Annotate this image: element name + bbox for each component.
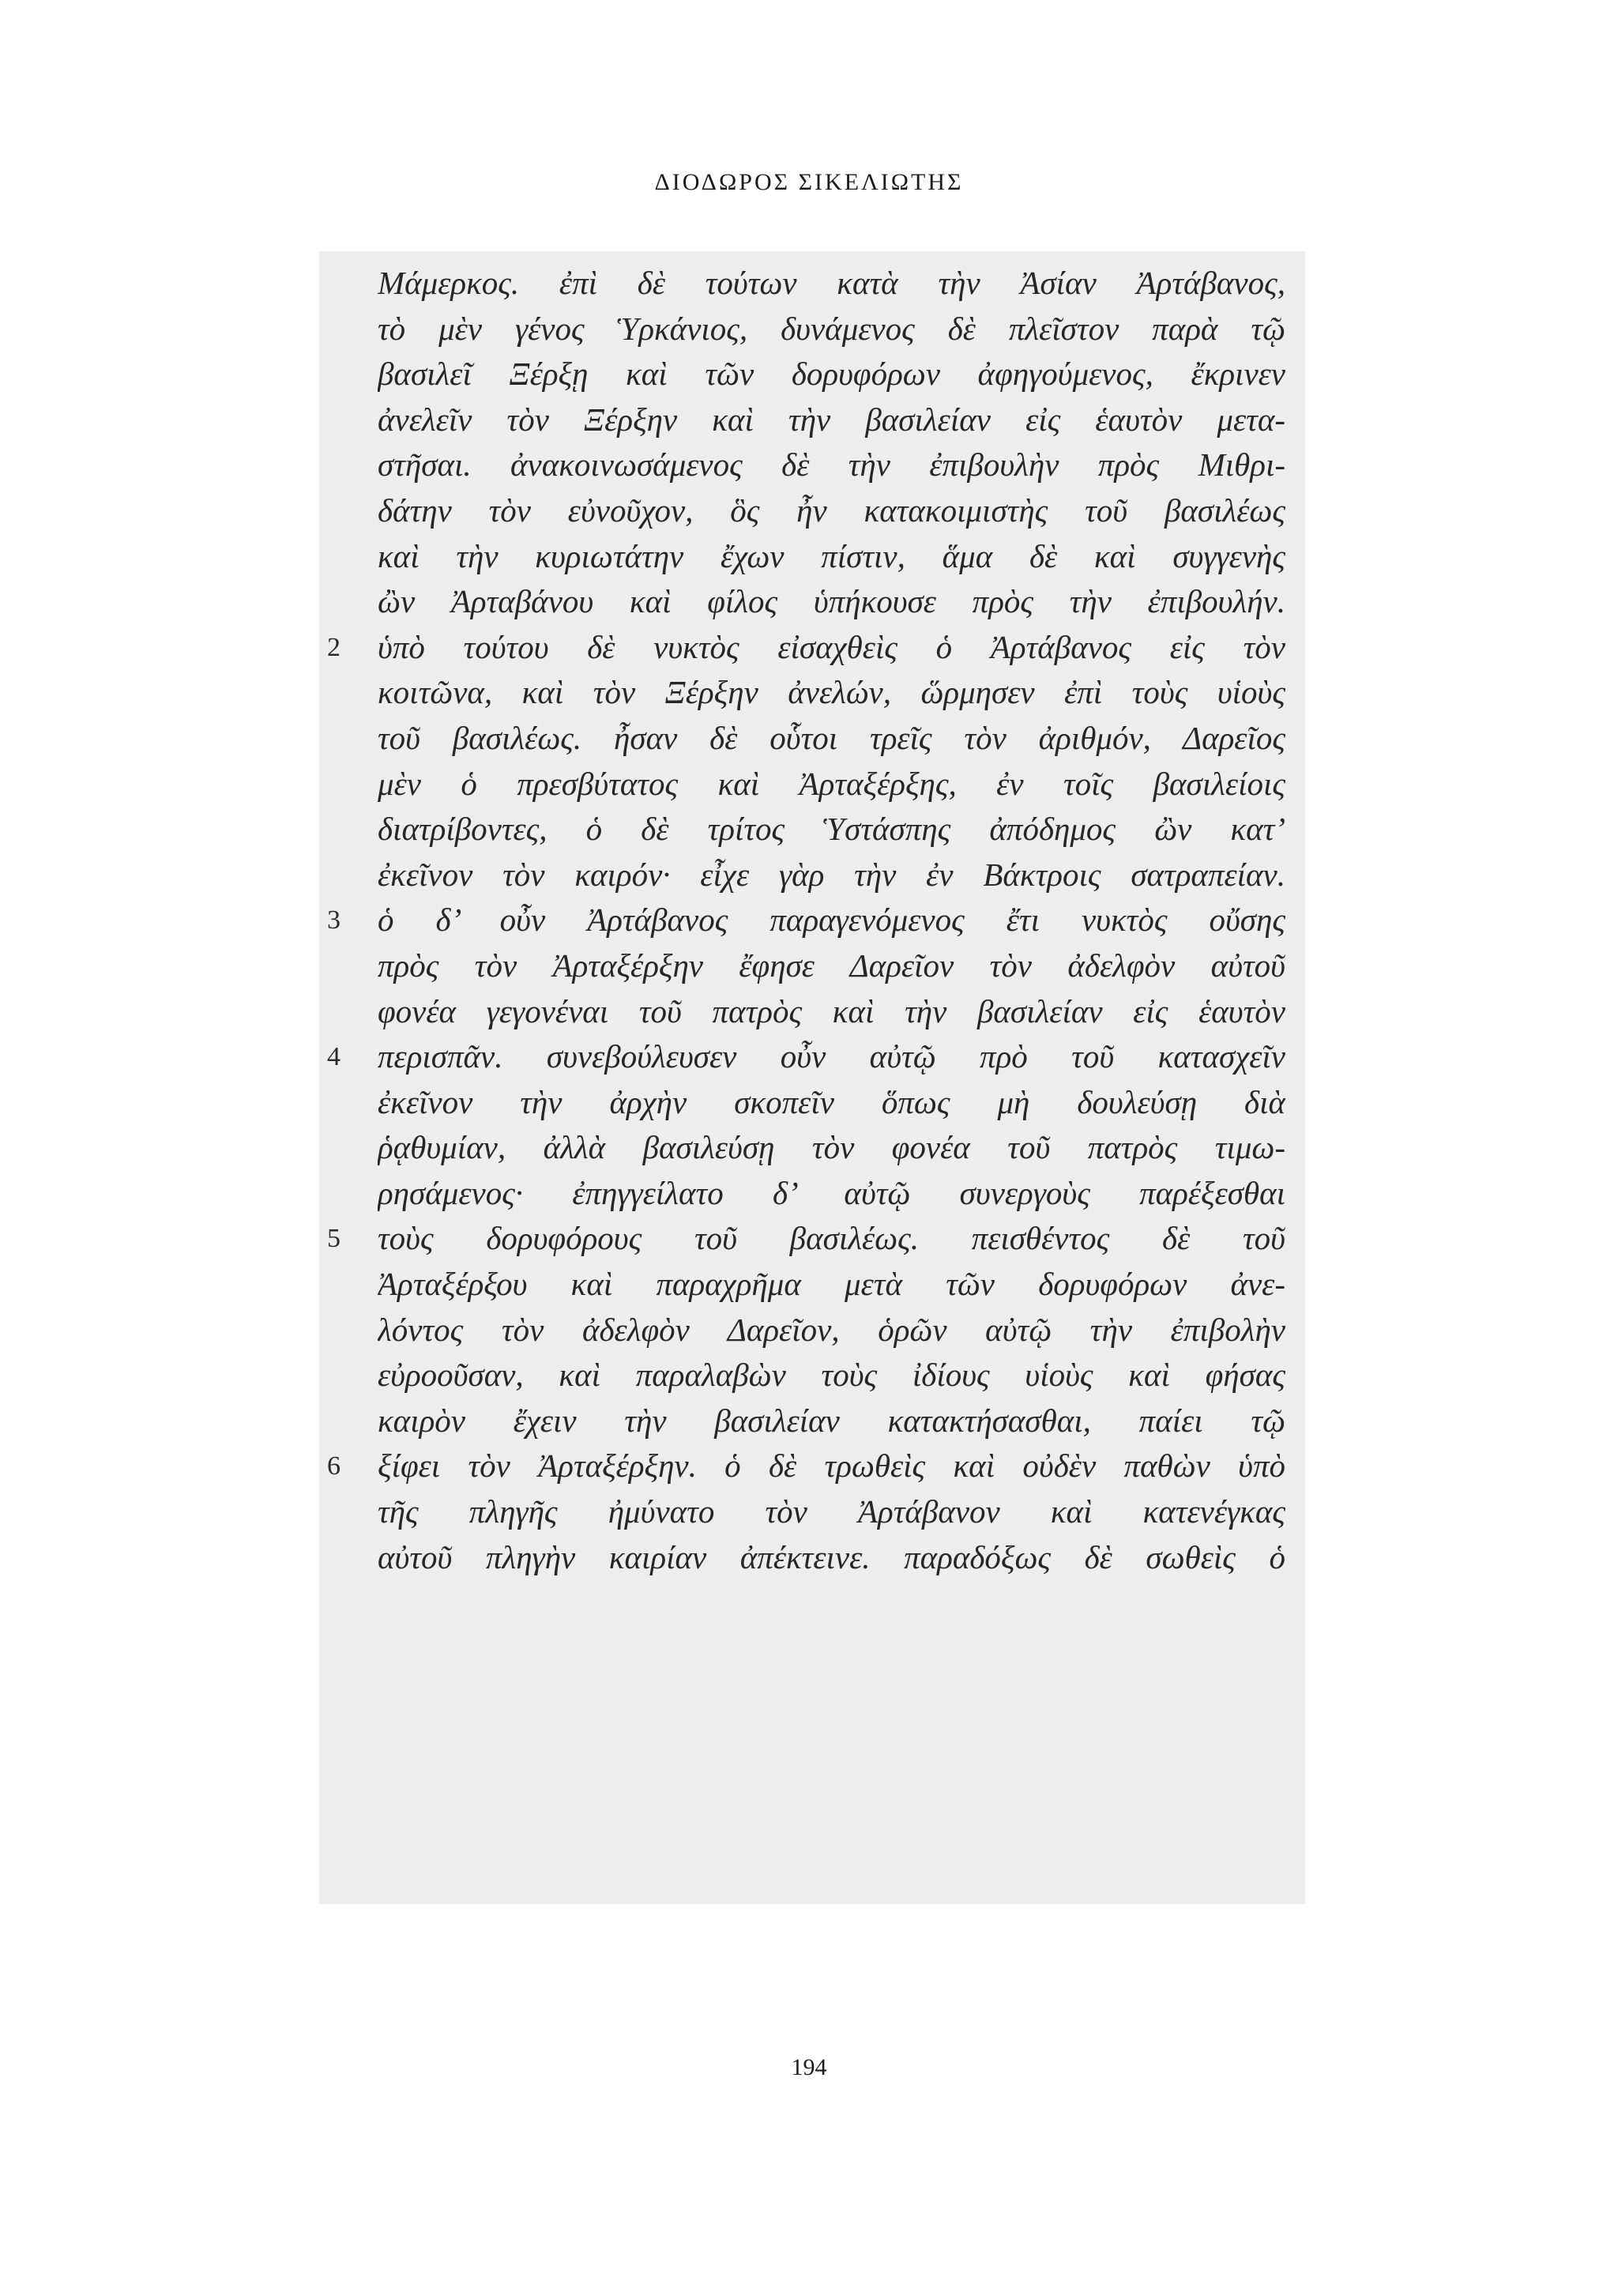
text-line xyxy=(0,1262,1618,1308)
text-line xyxy=(0,1443,1618,1489)
page-number: 194 xyxy=(791,2054,827,2080)
line-text: ἐκεῖνον τὴν ἀρχὴν σκοπεῖν ὅπως μὴ δουλεύσῃ διὰ xyxy=(378,1083,1285,1120)
text-line xyxy=(0,397,1618,443)
text-line xyxy=(0,261,1618,307)
text-line xyxy=(0,1353,1618,1398)
line-text: εὐροοῦσαν, καὶ παραλαβὼν τοὺς ἰδίους υἱοὺς καὶ φήσας xyxy=(378,1357,1285,1394)
line-text: ἀνελεῖν τὸν Ξέρξην καὶ τὴν βασιλείαν εἰς ἑαυτὸν μετα- xyxy=(378,401,1285,438)
line-text: πρὸς τὸν Ἀρταξέρξην ἔφησε Δαρεῖον τὸν ἀδελφὸν αὐτοῦ xyxy=(378,947,1285,984)
line-text: τοῦ βασιλέως. ἦσαν δὲ οὗτοι τρεῖς τὸν ἀριθμόν, Δαρεῖος xyxy=(378,719,1285,756)
text-line xyxy=(0,943,1618,989)
line-text: ὢν Ἀρταβάνου καὶ φίλος ὑπήκουσε πρὸς τὴν ἐπιβουλήν. xyxy=(378,583,1285,620)
line-text: ῥᾳθυμίαν, ἀλλὰ βασιλεύσῃ τὸν φονέα τοῦ πατρὸς τιμω- xyxy=(378,1129,1285,1166)
text-line xyxy=(0,1080,1618,1126)
text-line xyxy=(0,442,1618,488)
text-line xyxy=(0,716,1618,762)
line-text: τῆς πληγῆς ἠμύνατο τὸν Ἀρτάβανον καὶ κατενέγκας xyxy=(378,1493,1285,1530)
text-line xyxy=(0,1125,1618,1171)
line-text: ὑπὸ τούτου δὲ νυκτὸς εἰσαχθεὶς ὁ Ἀρτάβανος εἰς τὸν xyxy=(378,628,1285,665)
text-line xyxy=(0,1398,1618,1444)
text-line xyxy=(0,898,1618,943)
line-text: διατρίβοντες, ὁ δὲ τρίτος Ὑστάσπης ἀπόδημος ὢν κατ’ xyxy=(378,811,1285,848)
line-text: βασιλεῖ Ξέρξῃ καὶ τῶν δορυφόρων ἀφηγούμενος, ἔκρινεν xyxy=(378,356,1285,393)
line-text: δάτην τὸν εὐνοῦχον, ὃς ἦν κατακοιμιστὴς τοῦ βασιλέως xyxy=(378,491,1285,529)
text-line xyxy=(0,534,1618,580)
text-line xyxy=(0,579,1618,625)
line-text: ρησάμενος· ἐπηγγείλατο δ’ αὐτῷ συνεργοὺς παρέξεσθαι xyxy=(378,1174,1285,1211)
line-text: ξίφει τὸν Ἀρταξέρξην. ὁ δὲ τρωθεὶς καὶ οὐδὲν παθὼν ὑπὸ xyxy=(378,1447,1285,1485)
line-text: στῆσαι. ἀνακοινωσάμενος δὲ τὴν ἐπιβουλὴν πρὸς Μιθρι- xyxy=(378,446,1285,484)
text-line xyxy=(0,1308,1618,1353)
line-text: φονέα γεγονέναι τοῦ πατρὸς καὶ τὴν βασιλείαν εἰς ἑαυτὸν xyxy=(378,992,1285,1029)
text-line xyxy=(0,1489,1618,1535)
section-number: 6 xyxy=(327,1451,341,1481)
text-line xyxy=(0,1171,1618,1217)
section-number: 4 xyxy=(327,1042,341,1072)
text-line xyxy=(0,989,1618,1035)
text-line xyxy=(0,1535,1618,1581)
line-text: ὁ δ’ οὖν Ἀρτάβανος παραγενόμενος ἔτι νυκτὸς οὔσης xyxy=(378,901,1285,939)
line-text: αὐτοῦ πληγὴν καιρίαν ἀπέκτεινε. παραδόξως δὲ σωθεὶς ὁ xyxy=(378,1538,1285,1575)
text-line xyxy=(0,307,1618,352)
line-text: καιρὸν ἔχειν τὴν βασιλείαν κατακτήσασθαι, παίει τῷ xyxy=(378,1402,1285,1439)
section-number: 5 xyxy=(327,1224,341,1254)
section-number: 3 xyxy=(327,905,341,935)
line-text: μὲν ὁ πρεσβύτατος καὶ Ἀρταξέρξης, ἐν τοῖς βασιλείοις xyxy=(378,765,1285,802)
line-text: τὸ μὲν γένος Ὑρκάνιος, δυνάμενος δὲ πλεῖστον παρὰ τῷ xyxy=(378,310,1285,347)
line-text: ἐκεῖνον τὸν καιρόν· εἶχε γὰρ τὴν ἐν Βάκτροις σατραπείαν. xyxy=(378,856,1285,893)
text-line xyxy=(0,1216,1618,1262)
line-text: λόντος τὸν ἀδελφὸν Δαρεῖον, ὁρῶν αὐτῷ τὴν ἐπιβολὴν xyxy=(378,1311,1285,1348)
line-text: τοὺς δορυφόρους τοῦ βασιλέως. πεισθέντος δὲ τοῦ xyxy=(378,1220,1285,1257)
section-number: 2 xyxy=(327,632,341,662)
text-line xyxy=(0,807,1618,853)
greek-text-body xyxy=(0,261,1618,1580)
text-line xyxy=(0,762,1618,807)
line-text: καὶ τὴν κυριωτάτην ἔχων πίστιν, ἅμα δὲ καὶ συγγενὴς xyxy=(378,537,1285,574)
text-line xyxy=(0,352,1618,397)
text-line xyxy=(0,1034,1618,1080)
text-line xyxy=(0,853,1618,898)
running-title: ΔΙΟΔΩΡΟΣ ΣΙΚΕΛΙΩΤΗΣ xyxy=(654,169,964,195)
line-text: Ἀρταξέρξου καὶ παραχρῆμα μετὰ τῶν δορυφόρων ἀνε- xyxy=(378,1266,1285,1303)
line-text: περισπᾶν. συνεβούλευσεν οὖν αὐτῷ πρὸ τοῦ κατασχεῖν xyxy=(378,1038,1285,1075)
text-line xyxy=(0,625,1618,671)
line-text: Μάμερκος. ἐπὶ δὲ τούτων κατὰ τὴν Ἀσίαν Ἀρτάβανος, xyxy=(378,265,1285,301)
text-line xyxy=(0,670,1618,716)
line-text: κοιτῶνα, καὶ τὸν Ξέρξην ἀνελών, ὥρμησεν ἐπὶ τοὺς υἱοὺς xyxy=(378,674,1285,711)
text-line xyxy=(0,488,1618,534)
